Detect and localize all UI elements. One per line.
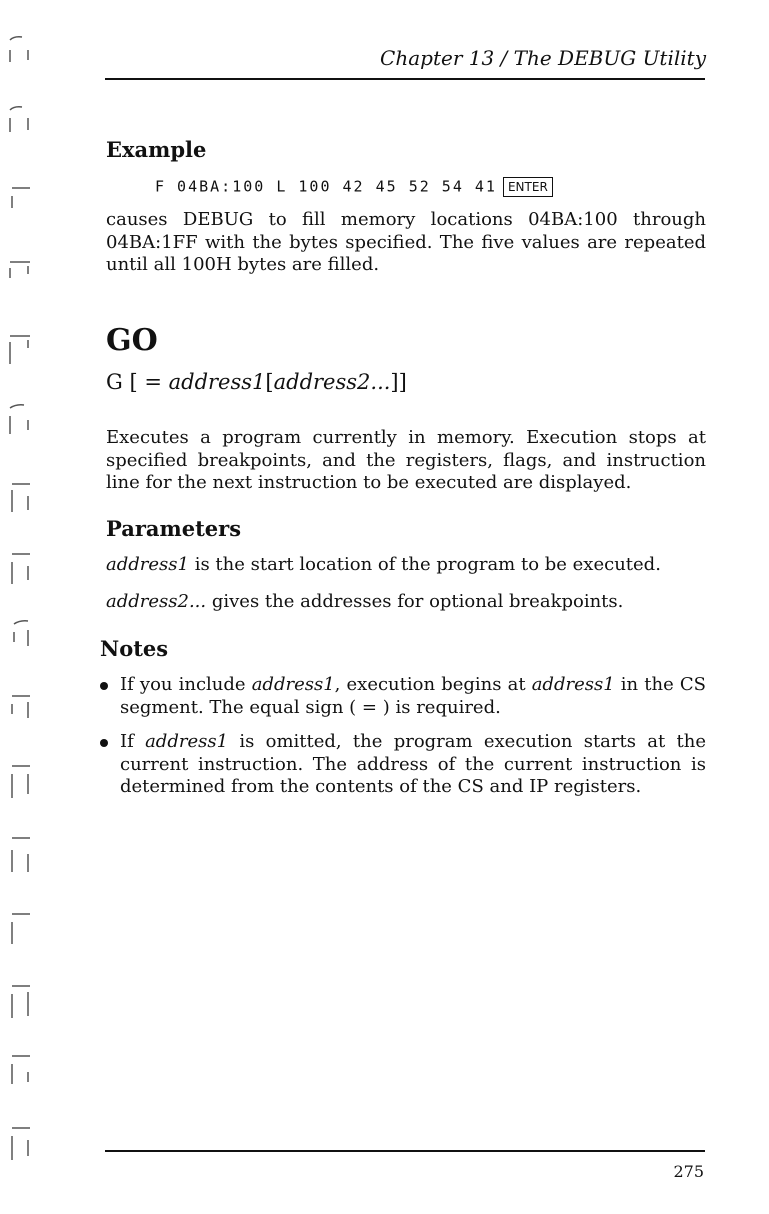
syntax-suffix: ]] [390,370,407,394]
parameter-item [106,554,661,575]
note-text-part: is omitted, the program execution starts at the current instruction. The address of the current instruction is determined from the contents of the CS and IP registers. [120,731,706,797]
note-term: address1 [531,674,615,695]
example-heading: Example [106,137,207,162]
go-description: Executes a program currently in memory. Execution stops at specified breakpoints, and the registers, flags, and instruction line for the next instruction to be executed are displayed. [106,427,706,493]
notes-heading: Notes [100,636,169,661]
note-text [120,674,706,719]
example-command-line [155,177,553,197]
note-term: address1 [145,731,229,752]
running-header: Chapter 13 / The DEBUG Utility [380,46,706,70]
note-text-part: If [120,731,134,752]
page-number: 275 [673,1162,704,1181]
syntax-address1: address1 [168,370,266,394]
note-text-part: in the CS segment. The equal sign ( = ) is required. [120,674,706,718]
syntax-address2: address2... [273,370,391,394]
parameter-text: gives the addresses for optional breakpoints. [211,591,624,612]
parameters-heading: Parameters [106,516,242,541]
enter-key-icon: ENTER [503,177,553,197]
note-text-part: If you include [120,674,246,695]
note-text-part: , execution begins at [334,674,526,695]
header-rule [105,78,705,80]
note-term: address1 [251,674,335,695]
parameter-item [106,591,623,612]
go-syntax [106,370,407,394]
bullet-icon [100,739,108,747]
syntax-open-bracket: [ [265,370,274,394]
go-heading: GO [106,323,158,358]
binding-edge-marks [0,0,40,1214]
note-item [100,731,706,799]
bullet-icon [100,682,108,690]
example-command: F 04BA:100 L 100 42 45 52 54 41 [155,177,497,196]
note-item [100,674,706,719]
syntax-prefix: G [ = [106,370,162,394]
parameter-name: address1 [106,554,189,575]
parameter-name: address2... [106,591,207,612]
note-text [120,731,706,799]
example-description: causes DEBUG to fill memory locations 04BA:100 through 04BA:1FF with the bytes specified. The five values are repeated until all 100H bytes are filled. [106,209,706,275]
parameter-text: is the start location of the program to be executed. [194,554,661,575]
footer-rule [105,1150,705,1152]
